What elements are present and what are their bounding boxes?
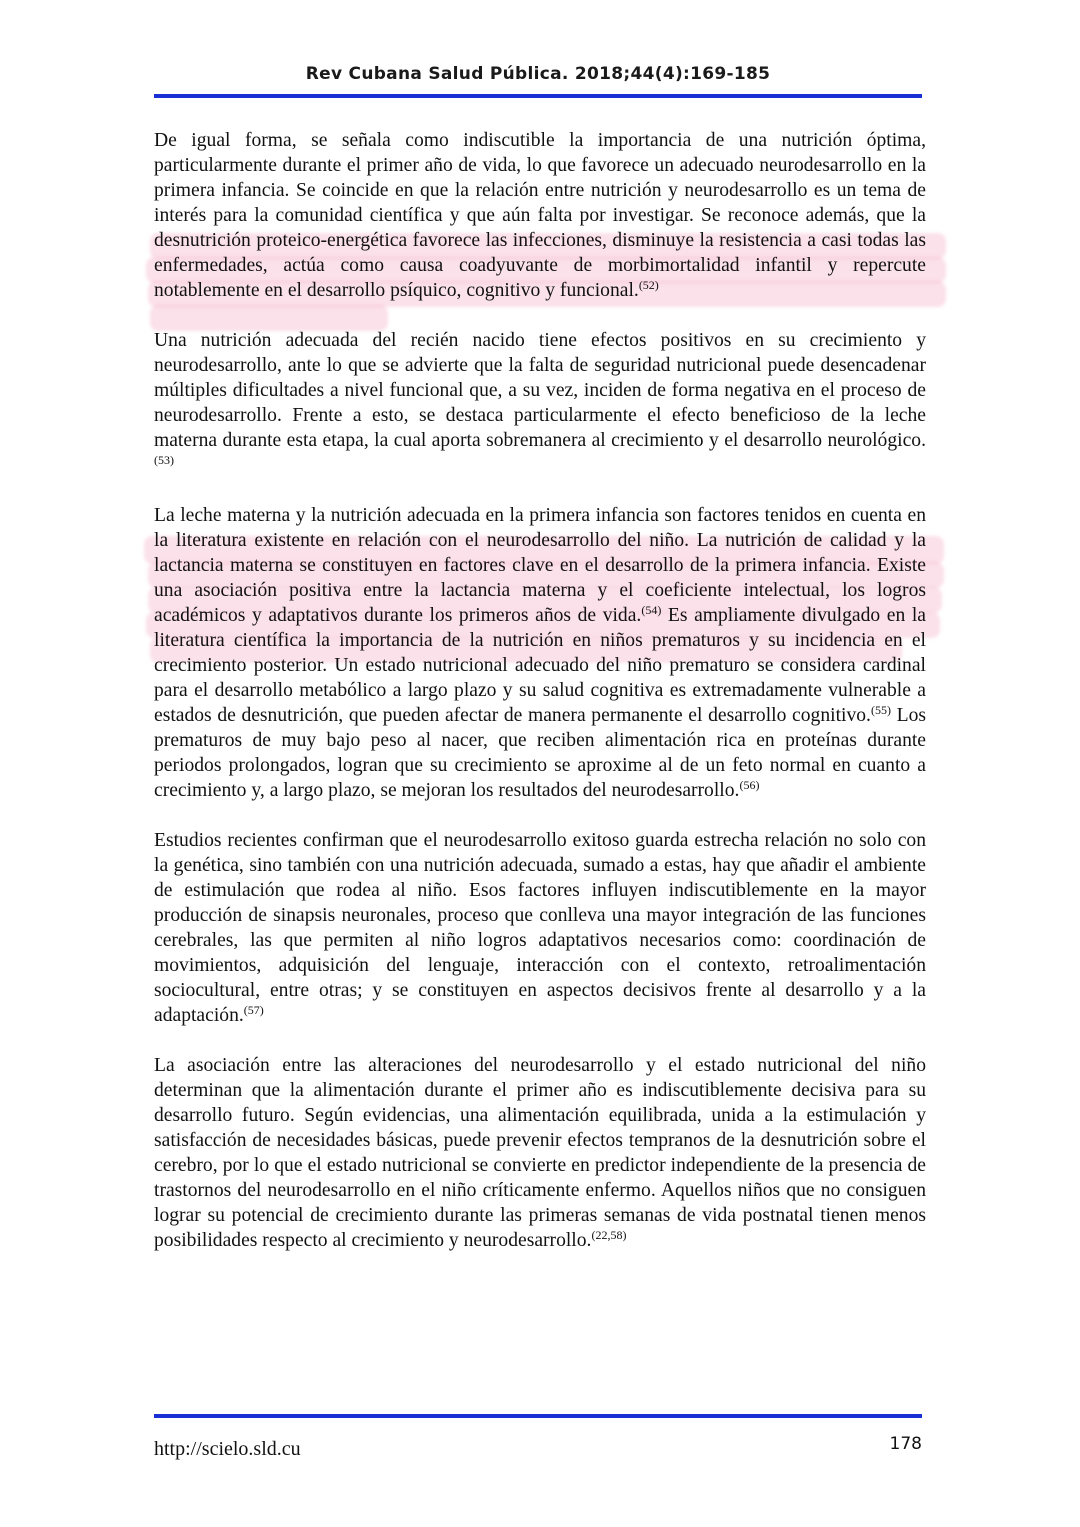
header-rule (154, 94, 922, 98)
page-number: 178 (889, 1434, 922, 1454)
citation-ref: (55) (870, 703, 891, 717)
paragraph (154, 328, 926, 478)
paragraph-text: Es ampliamente divulgado en la literatura científica la importancia de la nutrición en niños prematuros y su incidencia en el crecimiento posterior. Un estado nutricional adecuado del niño prematuro se considera cardinal para el desarrollo metabólico a largo plazo y su salud cognitiva es extremadamente vulnerable a estados de desnutrición, que pueden afectar de manera permanente el desarrollo cognitivo. (154, 605, 926, 726)
paragraph-text: Los prematuros de muy bajo peso al nacer, que reciben alimentación rica en proteínas durante periodos prolongados, logran que su crecimiento se aproxime al de un feto normal en cuanto a crecimiento y, a largo plazo, se mejoran los resultados del neurodesarrollo. (154, 705, 926, 801)
citation-ref: (57) (243, 1003, 264, 1017)
citation-ref: (52) (638, 278, 659, 292)
paragraph (154, 1053, 926, 1253)
paragraph (154, 503, 926, 803)
citation-ref: (22,58) (591, 1228, 627, 1242)
paragraph (154, 128, 926, 303)
footer-url-link[interactable]: http://scielo.sld.cu (154, 1438, 301, 1460)
citation-ref: (54) (641, 603, 662, 617)
paragraph-text: Una nutrición adecuada del recién nacido tiene efectos positivos en su crecimiento y neurodesarrollo, ante lo que se advierte que la falta de seguridad nutricional puede desencadenar múltiples dificultades a nivel funcional que, a su vez, inciden de forma negativa en el proceso de neurodesarrollo. Frente a esto, se destaca particularmente el efecto beneficioso de la leche materna durante esta etapa, la cual aporta sobremanera al crecimiento y el desarrollo neurológico. (154, 330, 926, 451)
footer-rule (154, 1414, 922, 1418)
paragraph (154, 828, 926, 1028)
article-body (154, 128, 926, 1278)
paragraph-text: De igual forma, se señala como indiscutible la importancia de una nutrición óptima, particularmente durante el primer año de vida, lo que favorece un adecuado neurodesarrollo en la primera infancia. Se coincide en que la relación entre nutrición y neurodesarrollo es un tema de interés para la comunidad científica y que aún falta por investigar. Se reconoce además, que la desnutrición proteico-energética favorece las infecciones, disminuye la resistencia a casi todas las enfermedades, actúa como causa coadyuvante de morbimortalidad infantil y repercute notablemente en el desarrollo psíquico, cognitivo y funcional. (154, 130, 926, 301)
paragraph-text: La leche materna y la nutrición adecuada en la primera infancia son factores tenidos en cuenta en la literatura existente en relación con el neurodesarrollo del niño. La nutrición de calidad y la lactancia materna se constituyen en factores clave en el desarrollo de la primera infancia. Existe una asociación positiva entre la lactancia materna y el coeficiente intelectual, los logros académicos y adaptativos durante los primeros años de vida. (154, 505, 926, 626)
paragraph-text: La asociación entre las alteraciones del neurodesarrollo y el estado nutricional del niño determinan que la alimentación durante el primer año es indiscutiblemente decisiva para su desarrollo futuro. Según evidencias, una alimentación equilibrada, unida a la estimulación y satisfacción de necesidades básicas, puede prevenir efectos tempranos de la desnutrición sobre el cerebro, por lo que el estado nutricional se convierte en predictor independiente de la presencia de trastornos del neurodesarrollo en el niño críticamente enfermo. Aquellos niños que no consiguen lograr su potencial de crecimiento durante las primeras semanas de vida postnatal tienen menos posibilidades respecto al crecimiento y neurodesarrollo. (154, 1055, 926, 1251)
journal-header: Rev Cubana Salud Pública. 2018;44(4):169-185 (305, 64, 771, 84)
citation-ref: (56) (739, 778, 760, 792)
paragraph-text: Estudios recientes confirman que el neurodesarrollo exitoso guarda estrecha relación no solo con la genética, sino también con una nutrición adecuada, sumado a estas, hay que añadir el ambiente de estimulación que rodea al niño. Esos factores influyen indiscutiblemente en la mayor producción de sinapsis neuronales, proceso que conlleva una mayor integración de las funciones cerebrales, las que permiten al niño logros adaptativos necesarios como: coordinación de movimientos, adquisición del lenguaje, interacción con el contexto, retroalimentación sociocultural, entre otras; y se constituyen en aspectos decisivos frente al desarrollo y a la adaptación. (154, 830, 926, 1026)
citation-ref: (53) (154, 453, 174, 467)
